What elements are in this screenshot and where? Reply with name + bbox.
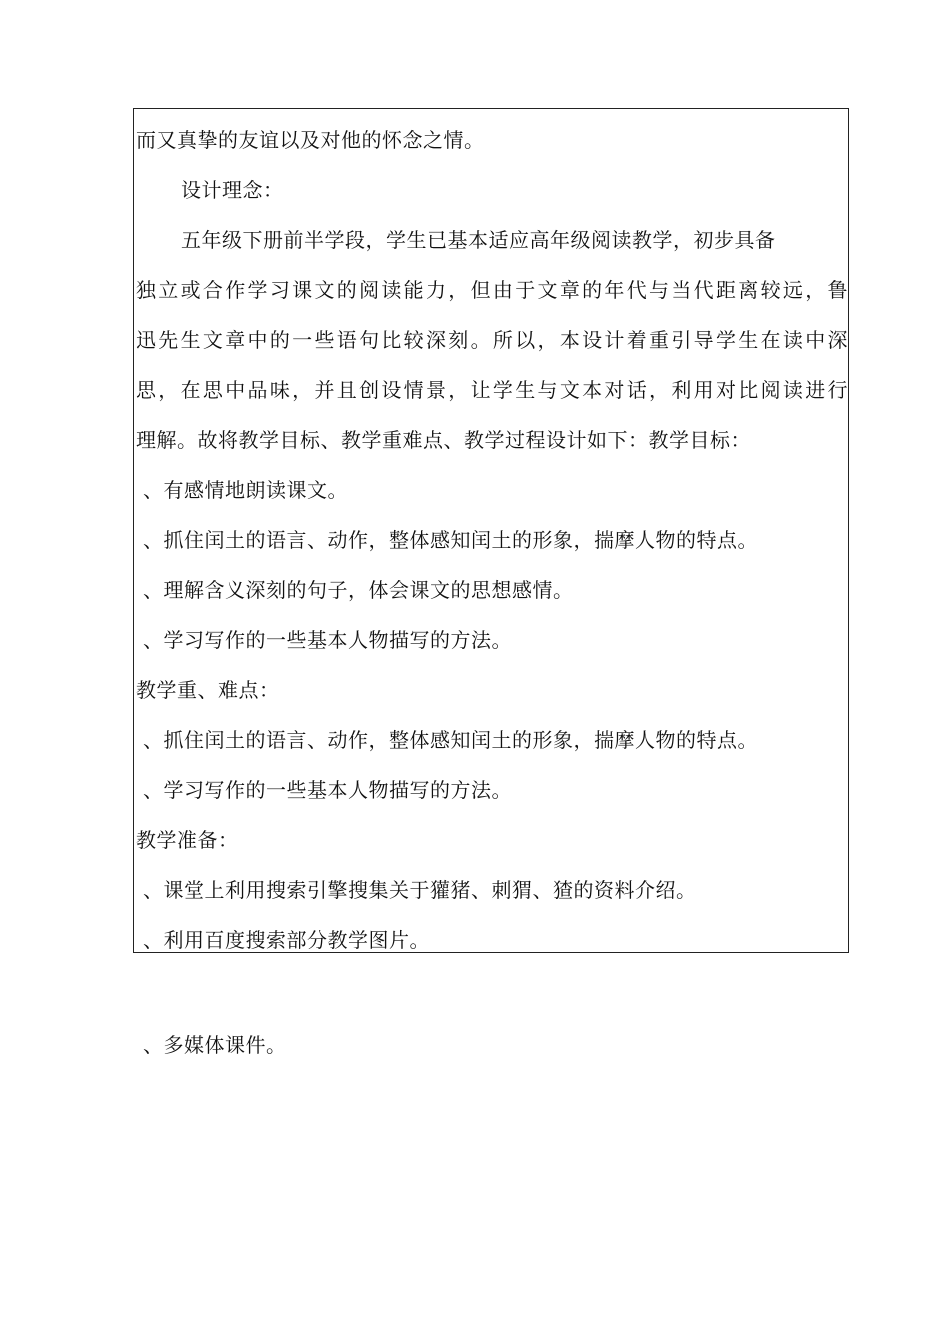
preparation-heading: 教学准备：	[136, 828, 239, 852]
key-points-heading: 教学重、难点：	[136, 678, 280, 702]
multimedia-item: 、多媒体课件。	[143, 1033, 287, 1057]
design-paragraph-line-2: 独立或合作学习课文的阅读能力，但由于文章的年代与当代距离较远，鲁	[136, 278, 848, 302]
teaching-goal-item: 、学习写作的一些基本人物描写的方法。	[143, 628, 512, 652]
key-point-item: 、抓住闰土的语言、动作，整体感知闰土的形象，揣摩人物的特点。	[143, 728, 758, 752]
design-paragraph-line-5: 理解。故将教学目标、教学重难点、教学过程设计如下：教学目标：	[136, 428, 751, 452]
key-point-item: 、学习写作的一些基本人物描写的方法。	[143, 778, 512, 802]
text-line-friendship: 而又真挚的友谊以及对他的怀念之情。	[136, 128, 485, 152]
design-paragraph-line-1: 五年级下册前半学段，学生已基本适应高年级阅读教学，初步具备	[181, 228, 776, 252]
design-paragraph-line-3: 迅先生文章中的一些语句比较深刻。所以，本设计着重引导学生在读中深	[136, 328, 848, 352]
teaching-goal-item: 、抓住闰土的语言、动作，整体感知闰土的形象，揣摩人物的特点。	[143, 528, 758, 552]
design-paragraph-line-4: 思，在思中品味，并且创设情景，让学生与文本对话，利用对比阅读进行	[136, 378, 848, 402]
teaching-goal-item: 、有感情地朗读课文。	[143, 478, 348, 502]
preparation-item: 、利用百度搜索部分教学图片。	[143, 928, 430, 952]
teaching-goal-item: 、理解含义深刻的句子，体会课文的思想感情。	[143, 578, 574, 602]
preparation-item: 、课堂上利用搜索引擎搜集关于獾猪、刺猬、猹的资料介绍。	[143, 878, 697, 902]
design-concept-heading: 设计理念：	[181, 178, 284, 202]
